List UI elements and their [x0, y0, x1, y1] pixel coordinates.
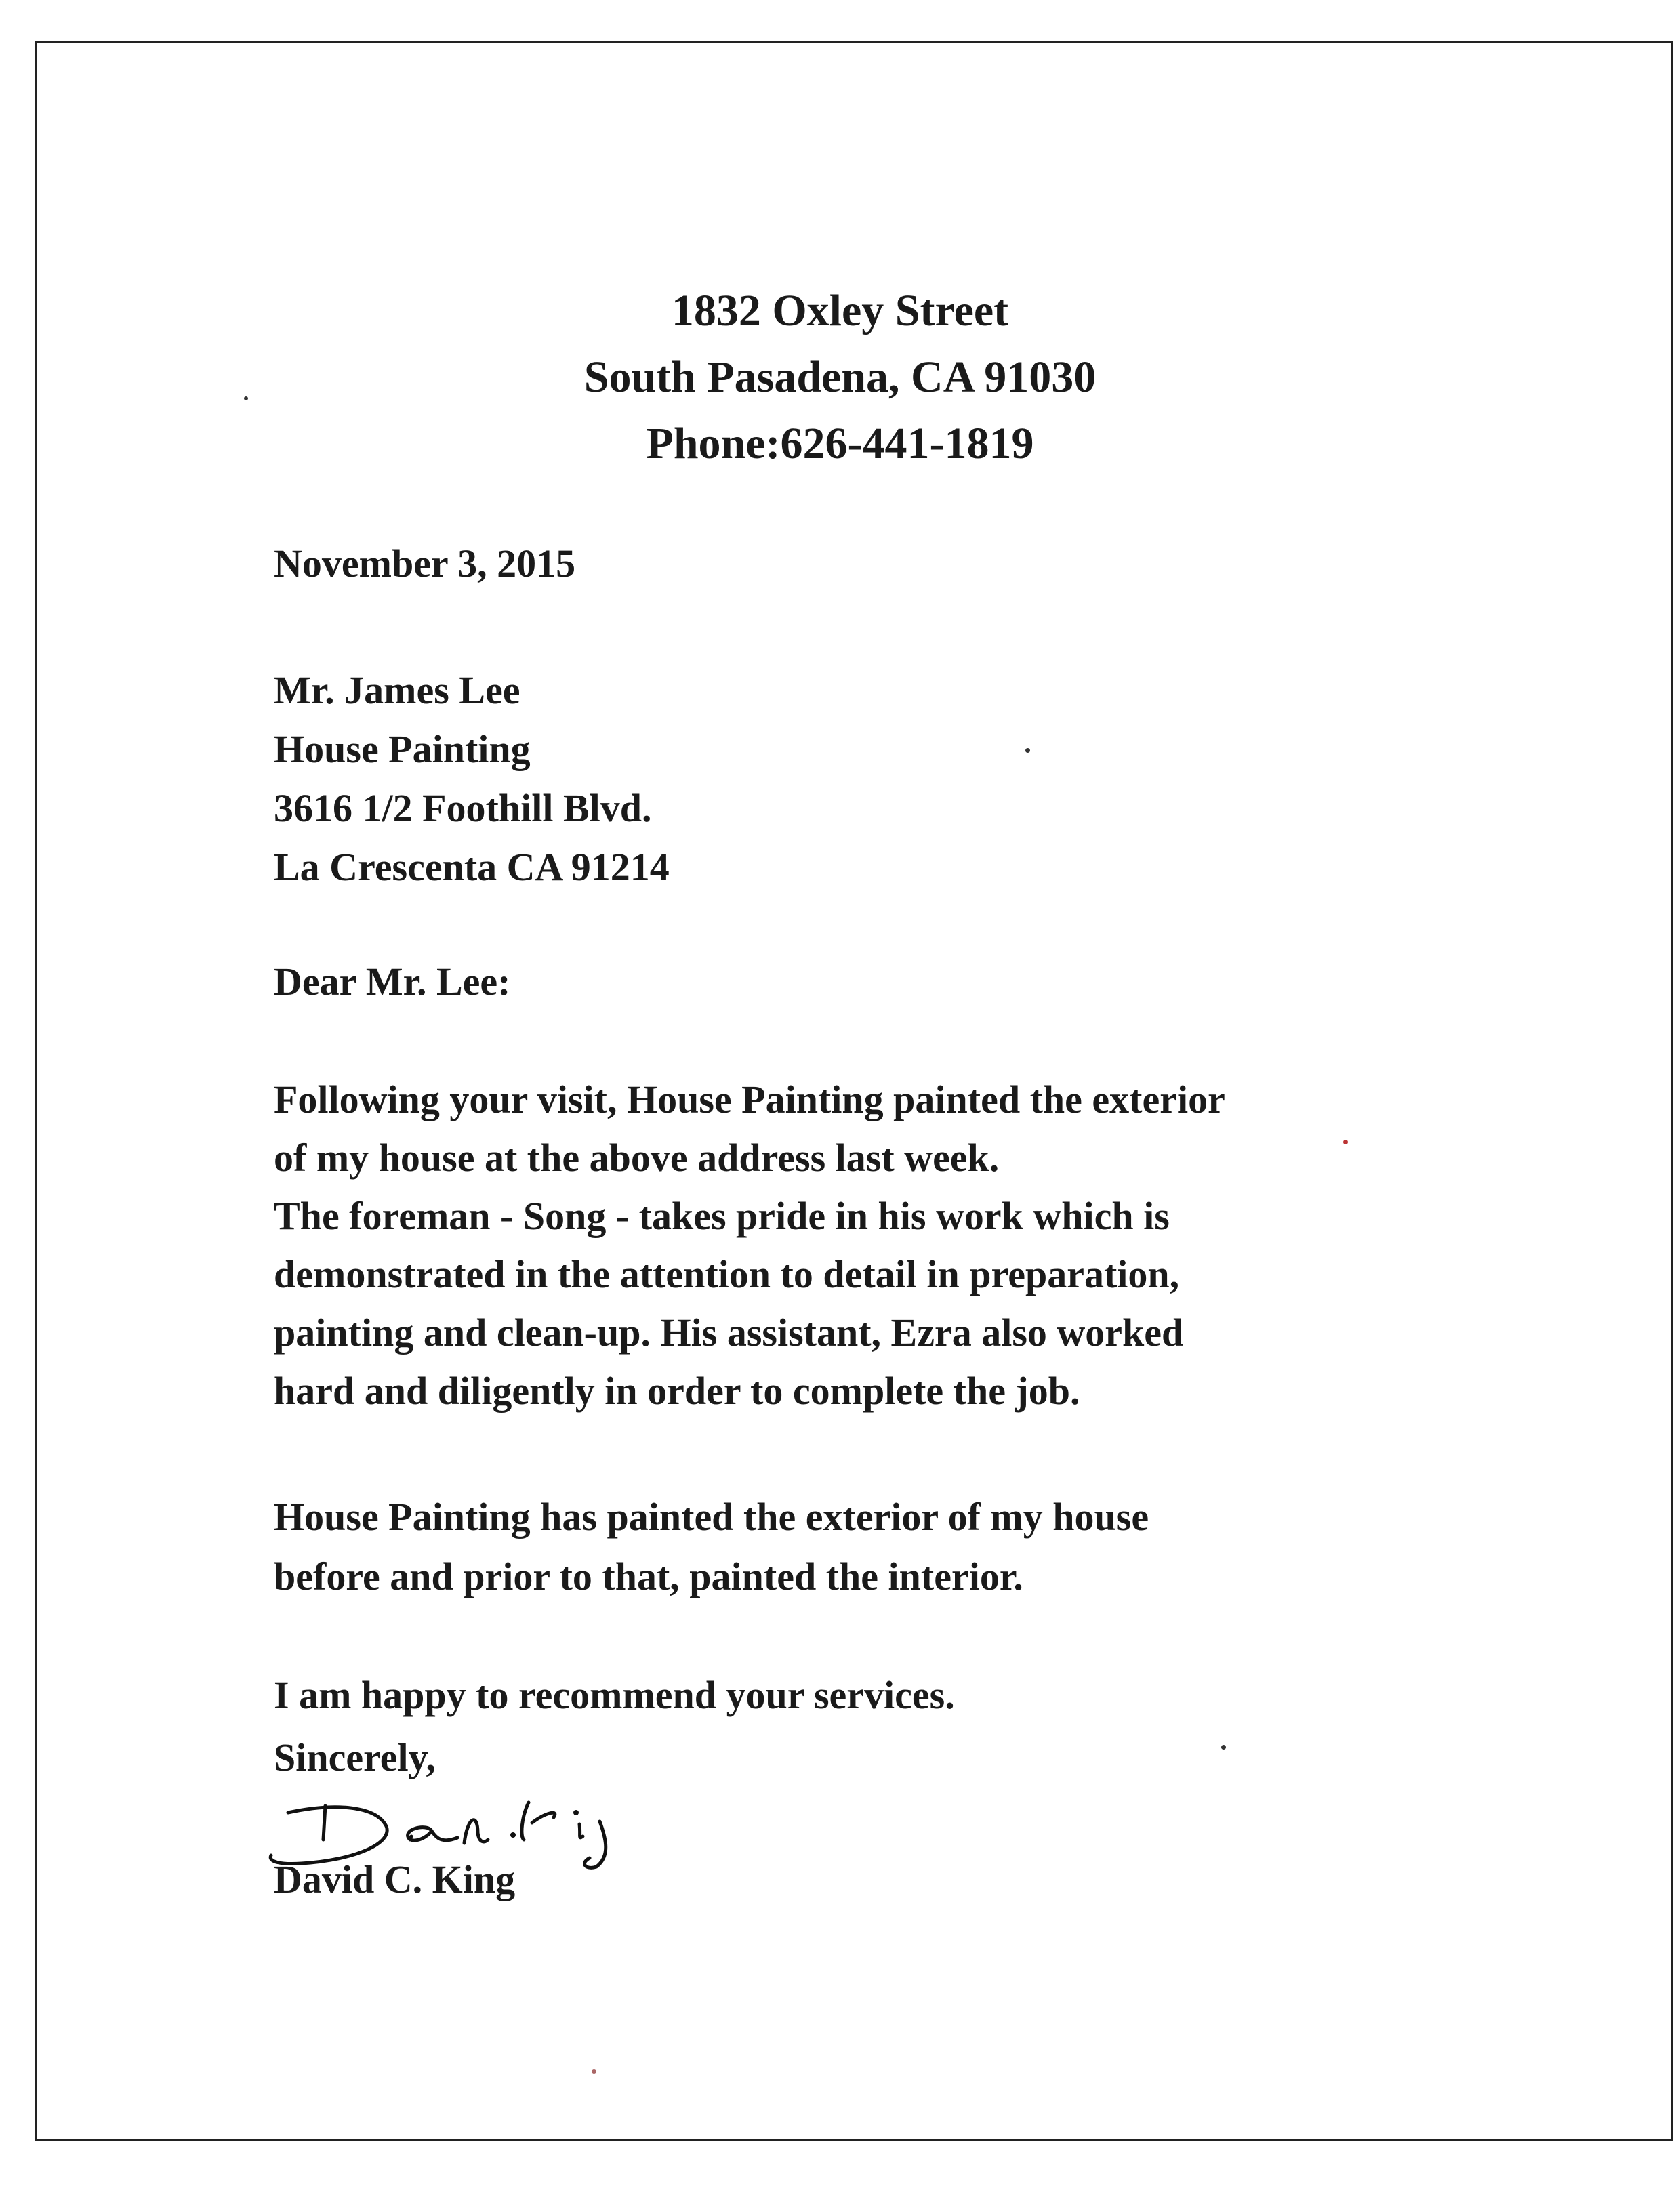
body-paragraph-1 — [274, 1071, 1225, 1420]
paragraph-line: of my house at the above address last week. — [274, 1136, 1000, 1180]
paragraph-line: hard and diligently in order to complete the job. — [274, 1369, 1080, 1413]
paragraph-line: before and prior to that, painted the interior. — [274, 1554, 1023, 1598]
recommendation-line: I am happy to recommend your services. — [274, 1673, 955, 1717]
letterhead-city: South Pasadena, CA 91030 — [583, 352, 1097, 402]
scan-speck — [244, 396, 248, 400]
scan-speck — [1343, 1140, 1348, 1144]
paragraph-line: painting and clean-up. His assistant, Ezra also worked — [274, 1310, 1184, 1355]
paragraph-line: demonstrated in the attention to detail in preparation, — [274, 1252, 1180, 1296]
paragraph-line: Following your visit, House Painting painted the exterior — [274, 1077, 1225, 1121]
letter-date: November 3, 2015 — [274, 541, 576, 585]
body-paragraph-2 — [274, 1487, 1149, 1607]
paragraph-line: House Painting has painted the exterior of my house — [274, 1495, 1149, 1539]
scan-speck — [1025, 748, 1030, 753]
salutation: Dear Mr. Lee: — [274, 959, 511, 1004]
letterhead-street: 1832 Oxley Street — [671, 286, 1009, 335]
recipient-company: House Painting — [274, 727, 531, 771]
closing: Sincerely, — [274, 1735, 436, 1779]
letterhead-phone: Phone:626-441-1819 — [646, 419, 1034, 468]
scan-speck — [592, 2069, 596, 2074]
recipient-name: Mr. James Lee — [274, 668, 520, 712]
scan-speck — [1221, 1745, 1226, 1750]
recipient-address — [274, 661, 670, 896]
paragraph-line: The foreman - Song - takes pride in his work which is — [274, 1194, 1170, 1238]
signer-name: David C. King — [274, 1857, 516, 1901]
letterhead — [0, 278, 1680, 477]
recipient-city: La Crescenta CA 91214 — [274, 845, 670, 889]
recipient-street: 3616 1/2 Foothill Blvd. — [274, 786, 652, 830]
